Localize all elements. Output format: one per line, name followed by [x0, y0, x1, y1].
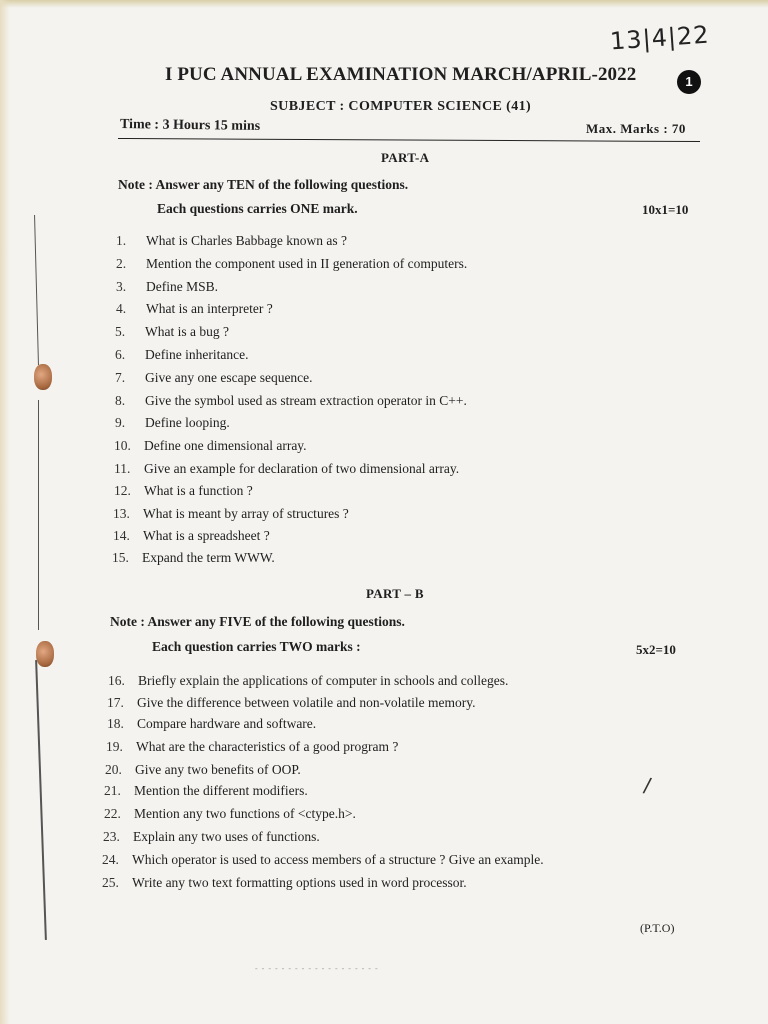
- question-item: [108, 673, 508, 689]
- binding-hole-upper: [34, 364, 52, 390]
- question-item: [116, 256, 467, 272]
- part-a-heading: PART-A: [381, 150, 430, 165]
- question-number: 13.: [113, 506, 130, 521]
- question-number: 1.: [116, 233, 127, 248]
- page-left-edge: [0, 0, 10, 1024]
- question-item: [115, 347, 248, 363]
- question-number: 14.: [113, 528, 130, 543]
- question-number: 20.: [105, 762, 122, 777]
- question-item: [116, 233, 347, 249]
- question-item: [114, 483, 253, 499]
- part-b-heading: PART – B: [366, 586, 424, 601]
- question-text: Give any two benefits of OOP.: [135, 762, 301, 777]
- question-item: [104, 806, 356, 822]
- pen-mark: /: [641, 772, 653, 798]
- question-text: Give the symbol used as stream extraction operator in C++.: [145, 393, 467, 408]
- part-a-note-marks: Each questions carries ONE mark.: [157, 201, 358, 216]
- question-text: What are the characteristics of a good program ?: [136, 739, 399, 754]
- exam-title: I PUC ANNUAL EXAMINATION MARCH/APRIL-2022: [165, 64, 637, 85]
- binding-line-middle: [38, 400, 39, 630]
- question-item: [106, 739, 398, 755]
- question-text: What is a function ?: [144, 483, 253, 498]
- question-text: Write any two text formatting options used in word processor.: [132, 875, 467, 890]
- question-text: What is meant by array of structures ?: [143, 506, 349, 521]
- question-text: Give an example for declaration of two dimensional array.: [144, 461, 460, 476]
- binding-line-lower: [35, 660, 47, 940]
- question-number: 19.: [106, 739, 123, 754]
- question-number: 11.: [114, 461, 131, 476]
- part-a-note: Note : Answer any TEN of the following questions.: [118, 177, 409, 192]
- please-turn-over: (P.T.O): [640, 921, 675, 935]
- exam-subject: SUBJECT : COMPUTER SCIENCE (41): [270, 99, 532, 114]
- question-item: [116, 301, 273, 317]
- question-text: What is a bug ?: [145, 324, 229, 339]
- question-text: Define one dimensional array.: [144, 438, 307, 453]
- question-number: 12.: [114, 483, 131, 498]
- question-item: [104, 783, 308, 799]
- question-number: 24.: [102, 852, 119, 867]
- question-text: Which operator is used to access members of a structure ? Give an example.: [132, 852, 544, 867]
- question-number: 23.: [103, 829, 120, 844]
- question-number: 16.: [108, 673, 125, 688]
- question-item: [113, 528, 270, 544]
- question-number: 5.: [115, 324, 126, 339]
- question-item: [116, 279, 218, 295]
- question-number: 9.: [115, 415, 126, 430]
- page-number-badge: 1: [677, 70, 701, 94]
- question-item: [115, 370, 313, 386]
- header-divider: [118, 138, 700, 142]
- question-number: 10.: [114, 438, 131, 453]
- question-item: [102, 875, 467, 891]
- question-text: Give any one escape sequence.: [145, 370, 313, 385]
- question-number: 18.: [107, 716, 124, 731]
- question-number: 21.: [104, 783, 121, 798]
- question-text: Give the difference between volatile and non-volatile memory.: [137, 695, 476, 710]
- footer-faint-mark: - - - - - - - - - - - - - - - - - - -: [255, 964, 379, 973]
- question-number: 8.: [115, 393, 126, 408]
- question-number: 2.: [116, 256, 127, 271]
- question-number: 7.: [115, 370, 126, 385]
- part-b-allocation: 5x2=10: [636, 642, 676, 657]
- question-text: Compare hardware and software.: [137, 716, 317, 731]
- question-number: 4.: [116, 301, 127, 316]
- binding-hole-lower: [36, 641, 54, 667]
- question-text: What is an interpreter ?: [146, 301, 273, 316]
- question-text: What is Charles Babbage known as ?: [146, 233, 347, 248]
- question-item: [105, 762, 301, 778]
- question-item: [115, 393, 467, 409]
- question-item: [107, 695, 476, 711]
- question-text: Define MSB.: [146, 279, 218, 294]
- question-item: [114, 438, 307, 454]
- question-number: 17.: [107, 695, 124, 710]
- question-number: 22.: [104, 806, 121, 821]
- question-text: Explain any two uses of functions.: [133, 829, 320, 844]
- question-text: Expand the term WWW.: [142, 550, 275, 565]
- binding-line-upper: [34, 215, 39, 365]
- question-text: Briefly explain the applications of computer in schools and colleges.: [138, 673, 509, 688]
- question-number: 6.: [115, 347, 126, 362]
- question-number: 25.: [102, 875, 119, 890]
- question-item: [103, 829, 320, 845]
- question-text: Mention any two functions of <ctype.h>.: [134, 806, 356, 821]
- handwritten-date: 13|4|22: [609, 20, 711, 56]
- part-b-note-marks: Each question carries TWO marks :: [152, 639, 361, 654]
- question-number: 15.: [112, 550, 129, 565]
- question-text: What is a spreadsheet ?: [143, 528, 270, 543]
- question-item: [115, 324, 229, 340]
- question-number: 3.: [116, 279, 127, 294]
- question-text: Define inheritance.: [145, 347, 249, 362]
- question-item: [102, 852, 544, 868]
- max-marks: Max. Marks : 70: [586, 121, 686, 136]
- page-top-shadow: [0, 0, 768, 8]
- part-a-allocation: 10x1=10: [642, 202, 689, 217]
- question-text: Mention the component used in II generation of computers.: [146, 256, 468, 271]
- question-text: Mention the different modifiers.: [134, 783, 308, 798]
- part-b-note: Note : Answer any FIVE of the following questions.: [110, 614, 405, 629]
- question-item: [112, 550, 275, 566]
- question-item: [113, 506, 349, 522]
- question-item: [114, 461, 459, 477]
- question-item: [115, 415, 230, 431]
- question-text: Define looping.: [145, 415, 230, 430]
- exam-time: Time : 3 Hours 15 mins: [119, 117, 261, 134]
- question-item: [107, 716, 316, 732]
